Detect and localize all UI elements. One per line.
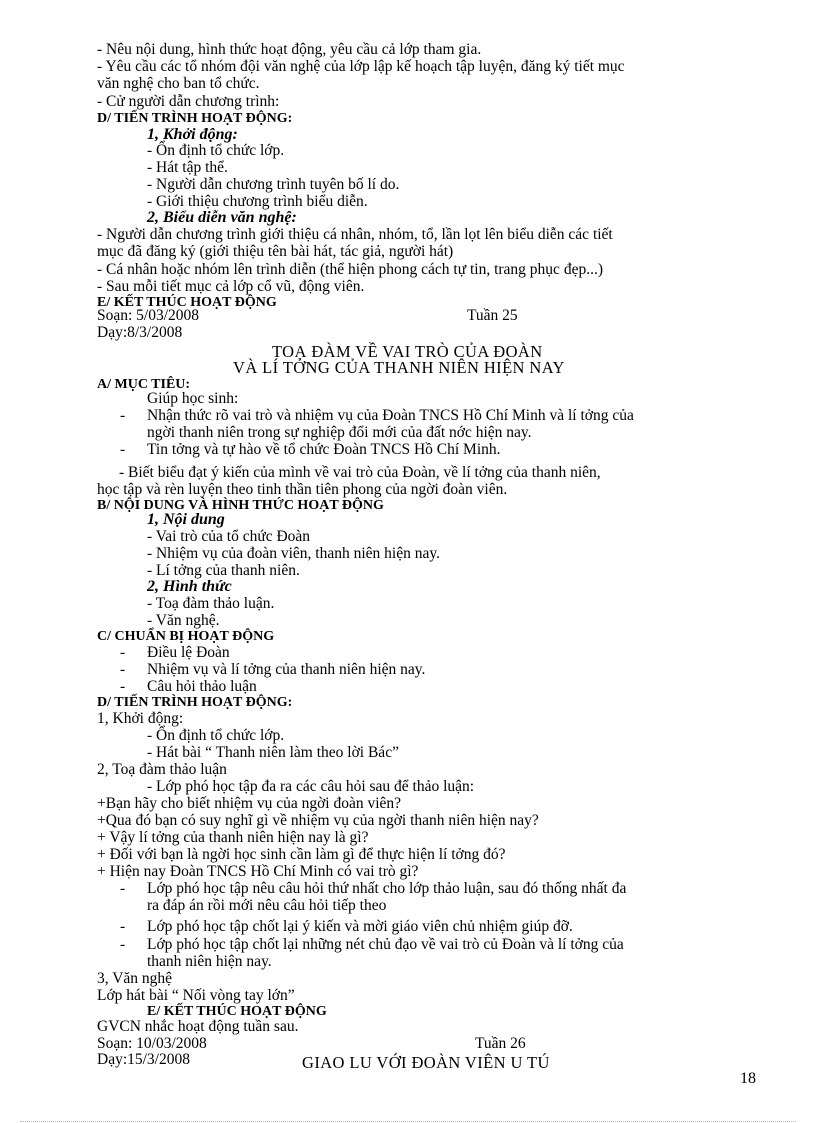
text-line: Lớp phó học tập nêu câu hỏi thứ nhất cho lớp thảo luận, sau đó thống nhất đa xyxy=(147,880,627,897)
text-line: 1, Khởi động: xyxy=(97,710,184,727)
text-line: học tập và rèn luyện theo tinh thần tiên phong của ngời đoàn viên. xyxy=(97,481,508,498)
list-item: - Người dẫn chương trình tuyên bố lí do. xyxy=(147,176,400,193)
soan-date: Soạn: 10/03/2008 xyxy=(97,1035,207,1052)
day-date: Dạy:15/3/2008 xyxy=(97,1051,190,1068)
section-heading: D/ TIẾN TRÌNH HOẠT ĐỘNG: xyxy=(97,695,293,710)
bullet-dash: - xyxy=(120,661,126,678)
text-line: ngời thanh niên trong sự nghiệp đổi mới của đất nớc hiện nay. xyxy=(147,424,532,441)
lesson-title: GIAO LU VỚI ĐOÀN VIÊN U TÚ xyxy=(302,1053,550,1072)
question-line: +Qua đó bạn có suy nghĩ gì về nhiệm vụ của ngời thanh niên hiện nay? xyxy=(97,812,539,829)
list-item: - Giới thiệu chương trình biểu diễn. xyxy=(147,193,368,210)
text-line: - Người dẫn chương trình giới thiệu cá nhân, nhóm, tổ, lần lọt lên biểu diễn các tiết xyxy=(97,226,613,243)
text-line: 2, Toạ đàm thảo luận xyxy=(97,761,227,778)
text-line: - Sau mỗi tiết mục cả lớp cổ vũ, động viên. xyxy=(97,278,365,295)
list-item: - Ổn định tổ chức lớp. xyxy=(147,727,285,744)
text-line: Lớp phó học tập chốt lại những nét chủ đạo về vai trò củ Đoàn và lí tởng của xyxy=(147,936,624,953)
list-item: Nhiệm vụ và lí tởng của thanh niên hiện nay. xyxy=(147,661,426,678)
text-line: - Cá nhân hoặc nhóm lên trình diễn (thể hiện phong cách tự tin, trang phục đẹp...) xyxy=(97,261,603,278)
text-line: ra đáp án rồi mới nêu câu hỏi tiếp theo xyxy=(147,897,387,914)
text-line: Tin tởng và tự hào về tổ chức Đoàn TNCS Hồ Chí Minh. xyxy=(147,441,501,458)
lesson-title: VÀ LÍ TỞNG CỦA THANH NIÊN HIỆN NAY xyxy=(233,358,565,377)
list-item: - Văn nghệ. xyxy=(147,612,220,629)
bullet-dash: - xyxy=(120,644,126,661)
bullet-dash: - xyxy=(120,880,126,897)
text-line: 3, Văn nghệ xyxy=(97,970,173,987)
text-line: - Cử người dẫn chương trình: xyxy=(97,93,280,110)
day-date: Dạy:8/3/2008 xyxy=(97,324,183,341)
subsection-heading: 1, Nội dung xyxy=(147,511,225,528)
text-line: Nhận thức rõ vai trò và nhiệm vụ của Đoàn TNCS Hồ Chí Minh và lí tởng của xyxy=(147,407,634,424)
list-item: - Toạ đàm thảo luận. xyxy=(147,595,275,612)
text-line: - Biết biểu đạt ý kiến của mình về vai trò của Đoàn, về lí tởng của thanh niên, xyxy=(119,464,601,481)
week-label: Tuần 25 xyxy=(467,307,518,324)
text-line: mục đã đăng ký (giới thiệu tên bài hát, tác giả, người hát) xyxy=(97,243,454,260)
section-heading: A/ MỤC TIÊU: xyxy=(97,377,191,392)
subsection-heading: 2, Hình thức xyxy=(147,578,232,595)
text-line: Giúp học sinh: xyxy=(147,390,239,407)
list-item: - Vai trò của tổ chức Đoàn xyxy=(147,528,311,545)
text-line: văn nghệ cho ban tổ chức. xyxy=(97,75,260,92)
bullet-dash: - xyxy=(120,441,126,458)
subsection-heading: 1, Khởi động: xyxy=(147,126,238,143)
section-heading: B/ NỘI DUNG VÀ HÌNH THỨC HOẠT ĐỘNG xyxy=(97,498,384,513)
question-line: + Vậy lí tởng của thanh niên hiện nay là gì? xyxy=(97,829,369,846)
bullet-dash: - xyxy=(120,918,126,935)
question-line: + Hiện nay Đoàn TNCS Hồ Chí Minh có vai trò gì? xyxy=(97,863,419,880)
question-line: +Bạn hãy cho biết nhiệm vụ của ngời đoàn viên? xyxy=(97,795,402,812)
lesson-title: TOẠ ĐÀM VỀ VAI TRÒ CỦA ĐOÀN xyxy=(272,342,543,361)
list-item: - Ổn định tổ chức lớp. xyxy=(147,142,285,159)
section-heading: C/ CHUẨN BỊ HOẠT ĐỘNG xyxy=(97,629,275,644)
question-line: + Đối với bạn là ngời học sinh cần làm gì để thực hiện lí tởng đó? xyxy=(97,846,506,863)
text-line: - Yêu cầu các tổ nhóm đội văn nghệ của lớp lập kế hoạch tập luyện, đăng ký tiết mục xyxy=(97,58,625,75)
section-heading: E/ KẾT THÚC HOẠT ĐỘNG xyxy=(147,1004,327,1019)
section-heading: E/ KẾT THÚC HOẠT ĐỘNG xyxy=(97,295,277,310)
text-line: GVCN nhắc hoạt động tuần sau. xyxy=(97,1018,299,1035)
page-number: 18 xyxy=(740,1070,756,1087)
text-line: thanh niên hiện nay. xyxy=(147,953,272,970)
list-item: - Hát tập thể. xyxy=(147,159,228,176)
list-item: - Lí tởng của thanh niên. xyxy=(147,562,300,579)
bottom-dotted-rule xyxy=(20,1121,796,1122)
bullet-dash: - xyxy=(120,407,126,424)
week-label: Tuần 26 xyxy=(475,1035,526,1052)
text-line: Lớp phó học tập chốt lại ý kiến và mời giáo viên chủ nhiệm giúp đỡ. xyxy=(147,918,573,935)
bullet-dash: - xyxy=(120,936,126,953)
list-item: - Hát bài “ Thanh niên làm theo lời Bác” xyxy=(147,744,399,761)
text-line: - Lớp phó học tập đa ra các câu hỏi sau để thảo luận: xyxy=(147,778,475,795)
list-item: Điều lệ Đoàn xyxy=(147,644,230,661)
subsection-heading: 2, Biểu diễn văn nghệ: xyxy=(147,209,297,226)
section-heading: D/ TIẾN TRÌNH HOẠT ĐỘNG: xyxy=(97,111,293,126)
list-item: Câu hỏi thảo luận xyxy=(147,678,257,695)
list-item: - Nhiệm vụ của đoàn viên, thanh niên hiện nay. xyxy=(147,545,440,562)
text-line: - Nêu nội dung, hình thức hoạt động, yêu cầu cả lớp tham gia. xyxy=(97,41,482,58)
bullet-dash: - xyxy=(120,678,126,695)
text-line: Lớp hát bài “ Nối vòng tay lớn” xyxy=(97,987,295,1004)
soan-date: Soạn: 5/03/2008 xyxy=(97,307,200,324)
